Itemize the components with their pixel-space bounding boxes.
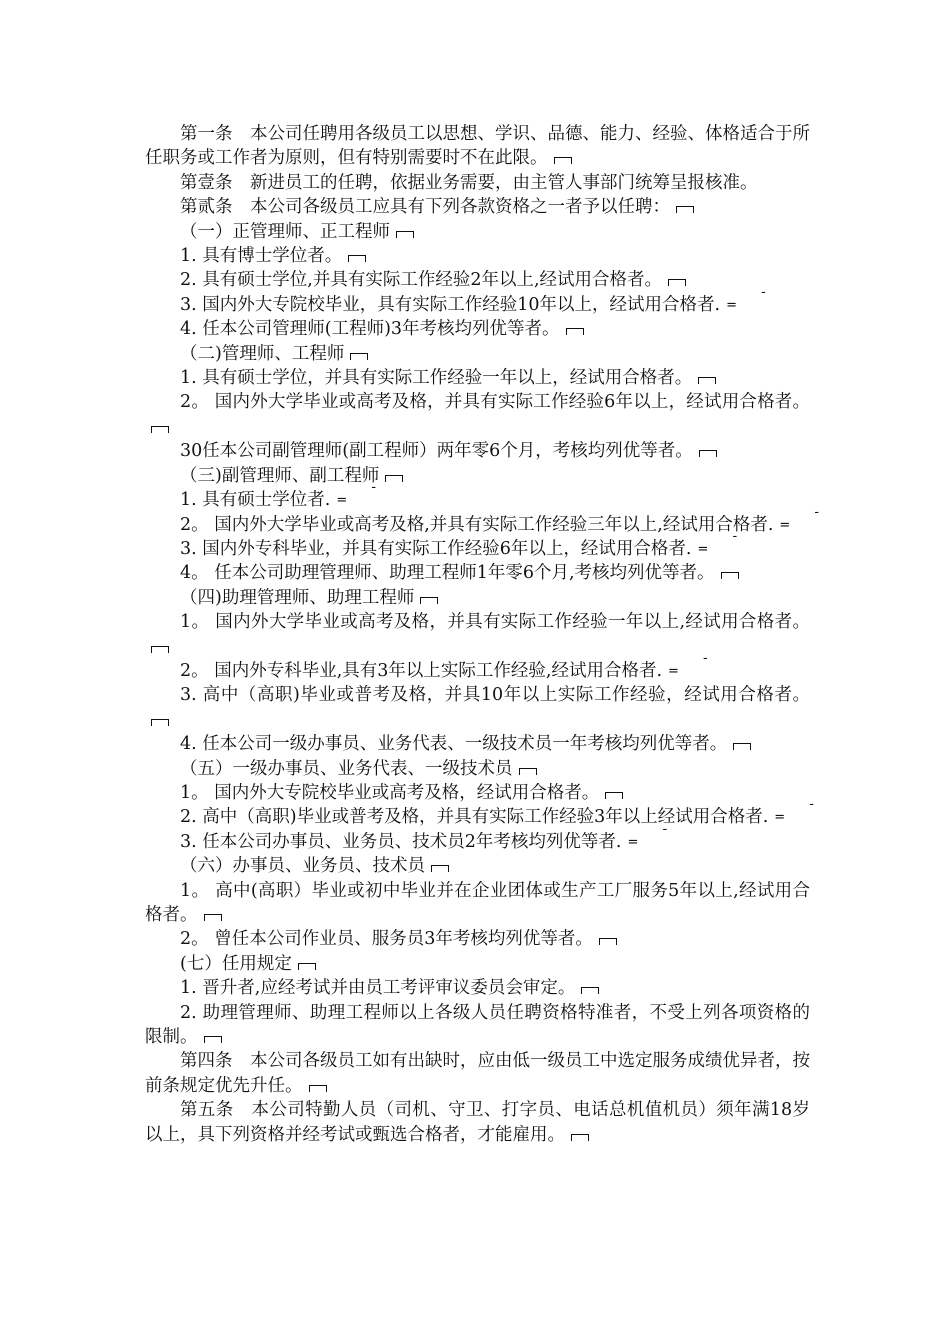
paragraph-text: 2. 具有硕士学位,并具有实际工作经验2年以上,经试用合格者。 — [180, 270, 663, 291]
paragraph-mark-icon — [348, 254, 366, 262]
paragraph-mark-icon — [298, 962, 316, 970]
paragraph-text: 1. 具有硕士学位者. — [180, 490, 331, 511]
paragraph-mark-icon — [668, 278, 686, 286]
paragraph — [145, 1001, 810, 1050]
paragraph-mark-icon — [420, 596, 438, 604]
paragraph — [145, 561, 810, 585]
paragraph — [145, 1098, 810, 1147]
paragraph — [145, 854, 810, 878]
paragraph — [145, 244, 810, 268]
paragraph-text: 1。 高中(高职）毕业或初中毕业并在企业团体或生产工厂服务5年以上,经试用合格者。 — [145, 880, 810, 925]
paragraph-mark-icon — [350, 352, 368, 360]
paragraph-text: 4. 任本公司一级办事员、业务代表、一级技术员一年考核均列优等者。 — [180, 734, 728, 755]
paragraph-text: （五）一级办事员、业务代表、一级技术员 — [180, 758, 513, 779]
paragraph-text: 3. 国内外大专院校毕业，具有实际工作经验10年以上，经试用合格者. — [180, 294, 721, 315]
paragraph — [145, 220, 810, 244]
paragraph-mark-icon — [204, 913, 222, 921]
paragraph — [145, 171, 810, 195]
paragraph — [145, 976, 810, 1000]
paragraph-text: 第壹条 新进员工的任聘，依据业务需要，由主管人事部门统筹呈报核准。 — [180, 172, 758, 193]
paragraph-mark-icon — [385, 474, 403, 482]
paragraph-mark-icon — [151, 718, 169, 726]
document-page — [145, 122, 810, 1147]
paragraph — [145, 683, 810, 732]
paragraph — [145, 927, 810, 951]
paragraph — [145, 268, 810, 292]
paragraph-mark-icon — [566, 327, 584, 335]
line-break-mark-icon — [336, 497, 350, 505]
paragraph — [145, 732, 810, 756]
paragraph — [145, 122, 810, 171]
paragraph — [145, 610, 810, 659]
paragraph — [145, 390, 810, 439]
paragraph-text: 4. 任本公司管理师(工程师)3年考核均列优等者。 — [180, 319, 560, 340]
paragraph-text: 2。 国内外专科毕业,具有3年以上实际工作经验,经试用合格者. — [180, 660, 663, 681]
paragraph — [145, 342, 810, 366]
paragraph-text: 2。 国内外大学毕业或高考及格，并具有实际工作经验6年以上，经试用合格者。 — [180, 392, 810, 413]
paragraph-mark-icon — [204, 1035, 222, 1043]
paragraph-mark-icon — [599, 937, 617, 945]
paragraph-text: 3. 国内外专科毕业，并具有实际工作经验6年以上，经试用合格者. — [180, 538, 692, 559]
paragraph-text: 第一条 本公司任聘用各级员工以思想、学识、品德、能力、经验、体格适合于所任职务或工作者为原则，但有特别需要时不在此限。 — [145, 124, 810, 169]
paragraph-mark-icon — [396, 230, 414, 238]
paragraph-mark-icon — [721, 571, 739, 579]
paragraph-mark-icon — [519, 767, 537, 775]
line-break-mark-icon — [668, 668, 682, 676]
paragraph-text: 30任本公司副管理师(副工程师）两年零6个月，考核均列优等者。 — [180, 441, 693, 462]
paragraph-mark-icon — [733, 742, 751, 750]
paragraph — [145, 952, 810, 976]
paragraph-mark-icon — [581, 986, 599, 994]
paragraph — [145, 195, 810, 219]
paragraph-mark-icon — [699, 449, 717, 457]
paragraph-mark-icon — [605, 791, 623, 799]
paragraph — [145, 293, 810, 317]
paragraph — [145, 537, 810, 561]
paragraph-text: （六）办事员、业务员、技术员 — [180, 856, 425, 877]
paragraph-text: 1. 具有硕士学位，并具有实际工作经验一年以上，经试用合格者。 — [180, 368, 693, 389]
paragraph — [145, 586, 810, 610]
paragraph — [145, 781, 810, 805]
paragraph-text: 1。 国内外大学毕业或高考及格，并具有实际工作经验一年以上,经试用合格者。 — [180, 612, 810, 633]
paragraph-text: 2. 助理管理师、助理工程师以上各级人员任聘资格特准者，不受上列各项资格的限制。 — [145, 1002, 810, 1048]
line-break-mark-icon — [774, 814, 788, 822]
line-break-mark-icon — [627, 839, 641, 847]
paragraph-text: （三)副管理师、副工程师 — [180, 465, 380, 486]
paragraph-text: 2。 国内外大学毕业或高考及格,并具有实际工作经验三年以上,经试用合格者. — [180, 514, 774, 535]
paragraph-text: 第五条 本公司特勤人员（司机、守卫、打字员、电话总机值机员）须年满18岁以上，具下列资格并经考试或甄选合格者，才能雇用。 — [145, 1100, 810, 1145]
paragraph-mark-icon — [554, 156, 572, 164]
paragraph — [145, 366, 810, 390]
paragraph — [145, 317, 810, 341]
paragraph — [145, 439, 810, 463]
paragraph-text: （四)助理管理师、助理工程师 — [180, 587, 415, 608]
paragraph-mark-icon — [676, 205, 694, 213]
line-break-mark-icon — [697, 546, 711, 554]
paragraph-text: 1。 国内外大专院校毕业或高考及格，经试用合格者。 — [180, 782, 600, 803]
paragraph-text: 3. 高中（高职)毕业或普考及格，并具10年以上实际工作经验，经试用合格者。 — [180, 685, 810, 706]
paragraph — [145, 464, 810, 488]
paragraph-mark-icon — [309, 1084, 327, 1092]
paragraph — [145, 879, 810, 928]
line-break-mark-icon — [779, 522, 793, 530]
paragraph-text: 4。 任本公司助理管理师、助理工程师1年零6个月,考核均列优等者。 — [180, 563, 715, 584]
paragraph-text: 第贰条 本公司各级员工应具有下列各款资格之一者予以任聘： — [180, 197, 670, 218]
paragraph-text: （二)管理师、工程师 — [180, 343, 345, 364]
paragraph-text: (七）任用规定 — [180, 953, 292, 974]
paragraph-text: 1. 具有博士学位者。 — [180, 246, 343, 267]
paragraph-text: （一）正管理师、正工程师 — [180, 221, 390, 242]
paragraph-text: 2. 高中（高职)毕业或普考及格，并具有实际工作经验3年以上经试用合格者. — [180, 807, 769, 828]
paragraph-text: 第四条 本公司各级员工如有出缺时，应由低一级员工中选定服务成绩优异者，按前条规定优先升任。 — [145, 1051, 810, 1096]
line-break-mark-icon — [726, 302, 740, 310]
paragraph — [145, 488, 810, 512]
paragraph-mark-icon — [151, 425, 169, 433]
paragraph-mark-icon — [431, 864, 449, 872]
paragraph-mark-icon — [151, 645, 169, 653]
paragraph-text: 2。 曾任本公司作业员、服务员3年考核均列优等者。 — [180, 929, 593, 950]
paragraph-mark-icon — [698, 376, 716, 384]
paragraph — [145, 805, 810, 829]
paragraph — [145, 1049, 810, 1098]
paragraph — [145, 757, 810, 781]
paragraph-text: 1. 晋升者,应经考试并由员工考评审议委员会审定。 — [180, 978, 576, 999]
paragraph-mark-icon — [571, 1133, 589, 1141]
paragraph — [145, 830, 810, 854]
paragraph — [145, 659, 810, 683]
paragraph-text: 3. 任本公司办事员、业务员、技术员2年考核均列优等者. — [180, 831, 622, 852]
